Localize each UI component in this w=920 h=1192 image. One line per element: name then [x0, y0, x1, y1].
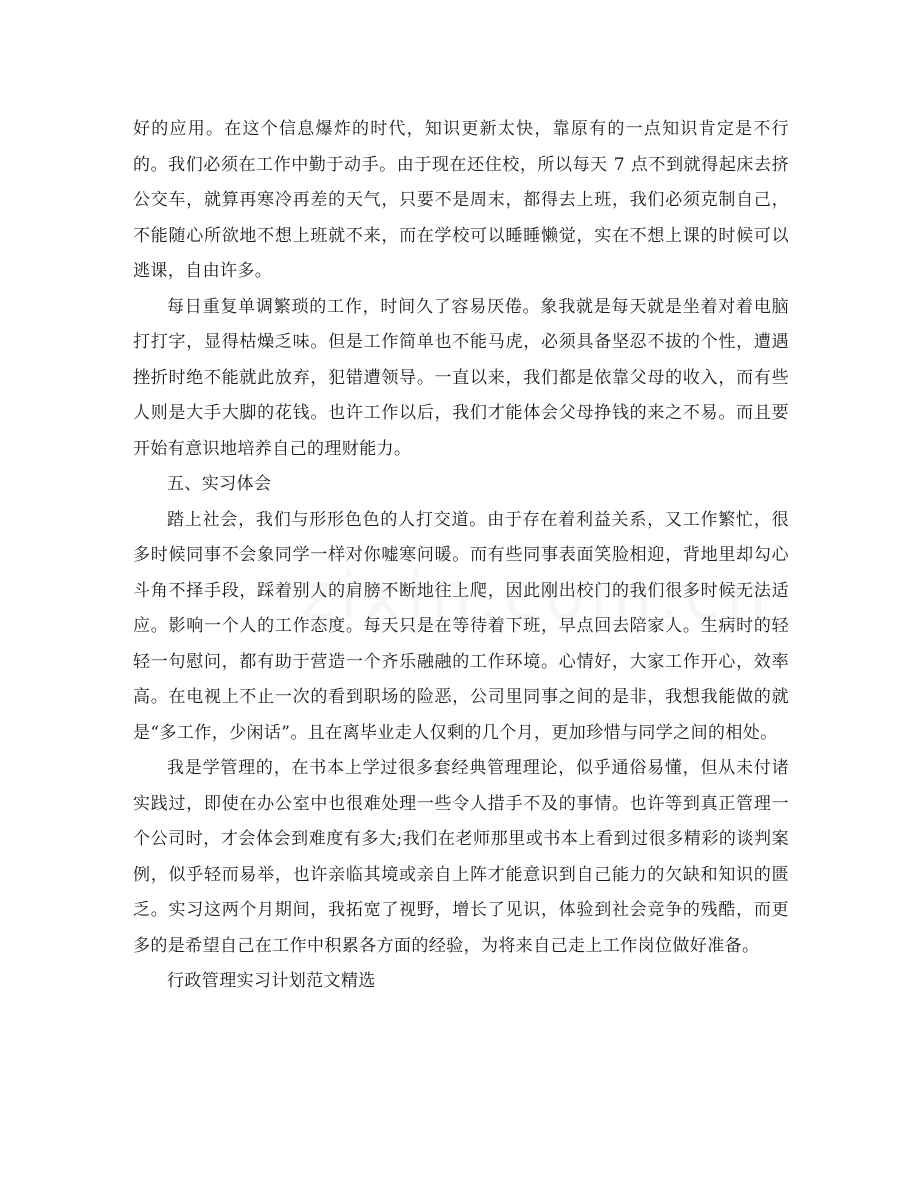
document-page — [133, 112, 789, 1000]
paragraph-social-relations: 踏上社会，我们与形形色色的人打交道。由于存在着利益关系，又工作繁忙，很多时候同事不会象同学一样对你嘘寒问暖。而有些同事表面笑脸相迎，背地里却勾心斗角不择手段，踩着别人的肩膀不断地往上爬，因此刚出校门的我们很多时候无法适应。影响一个人的工作态度。每天只是在等待着下班，早点回去陪家人。生病时的轻轻一句慰问，都有助于营造一个齐乐融融的工作环境。心情好，大家工作开心，效率高。在电视上不止一次的看到职场的险恶，公司里同事之间的是非，我想我能做的就是“多工作，少闲话”。且在离毕业走人仅剩的几个月，更加珍惜与同学之间的相处。 — [133, 509, 789, 743]
paragraph-management-study: 我是学管理的，在书本上学过很多套经典管理理论，似乎通俗易懂，但从未付诸实践过，即使在办公室中也很难处理一些令人措手不及的事情。也许等到真正管理一个公司时，才会体会到难度有多大;我们在老师那里或书本上看到过很多精彩的谈判案例，似乎轻而易举，也许亲临其境或亲自上阵才能意识到自己能力的欠缺和知识的匮乏。实习这两个月期间，我拓宽了视野，增长了见识，体验到社会竞争的残酷，而更多的是希望自己在工作中积累各方面的经验，为将来自己走上工作岗位做好准备。 — [133, 758, 789, 956]
paragraph-continued: 好的应用。在这个信息爆炸的时代，知识更新太快，靠原有的一点知识肯定是不行的。我们必须在工作中勤于动手。由于现在还住校，所以每天 7 点不到就得起床去挤公交车，就算再寒冷再差的天气，只要不是周末，都得去上班，我们必须克制自己，不能随心所欲地不想上班就不来，而在学校可以睡睡懒觉，实在不想上课的时候可以逃课，自由许多。 — [133, 119, 789, 281]
next-article-title: 行政管理实习计划范文精选 — [167, 971, 376, 991]
paragraph-work-routine: 每日重复单调繁琐的工作，时间久了容易厌倦。象我就是每天就是坐着对着电脑打打字，显得枯燥乏味。但是工作简单也不能马虎，必须具备坚忍不拔的个性，遭遇挫折时绝不能就此放弃，犯错遭领导。一直以来，我们都是依靠父母的收入，而有些人则是大手大脚的花钱。也许工作以后，我们才能体会父母挣钱的来之不易。而且要开始有意识地培养自己的理财能力。 — [133, 296, 789, 459]
section-heading: 五、实习体会 — [167, 474, 272, 494]
